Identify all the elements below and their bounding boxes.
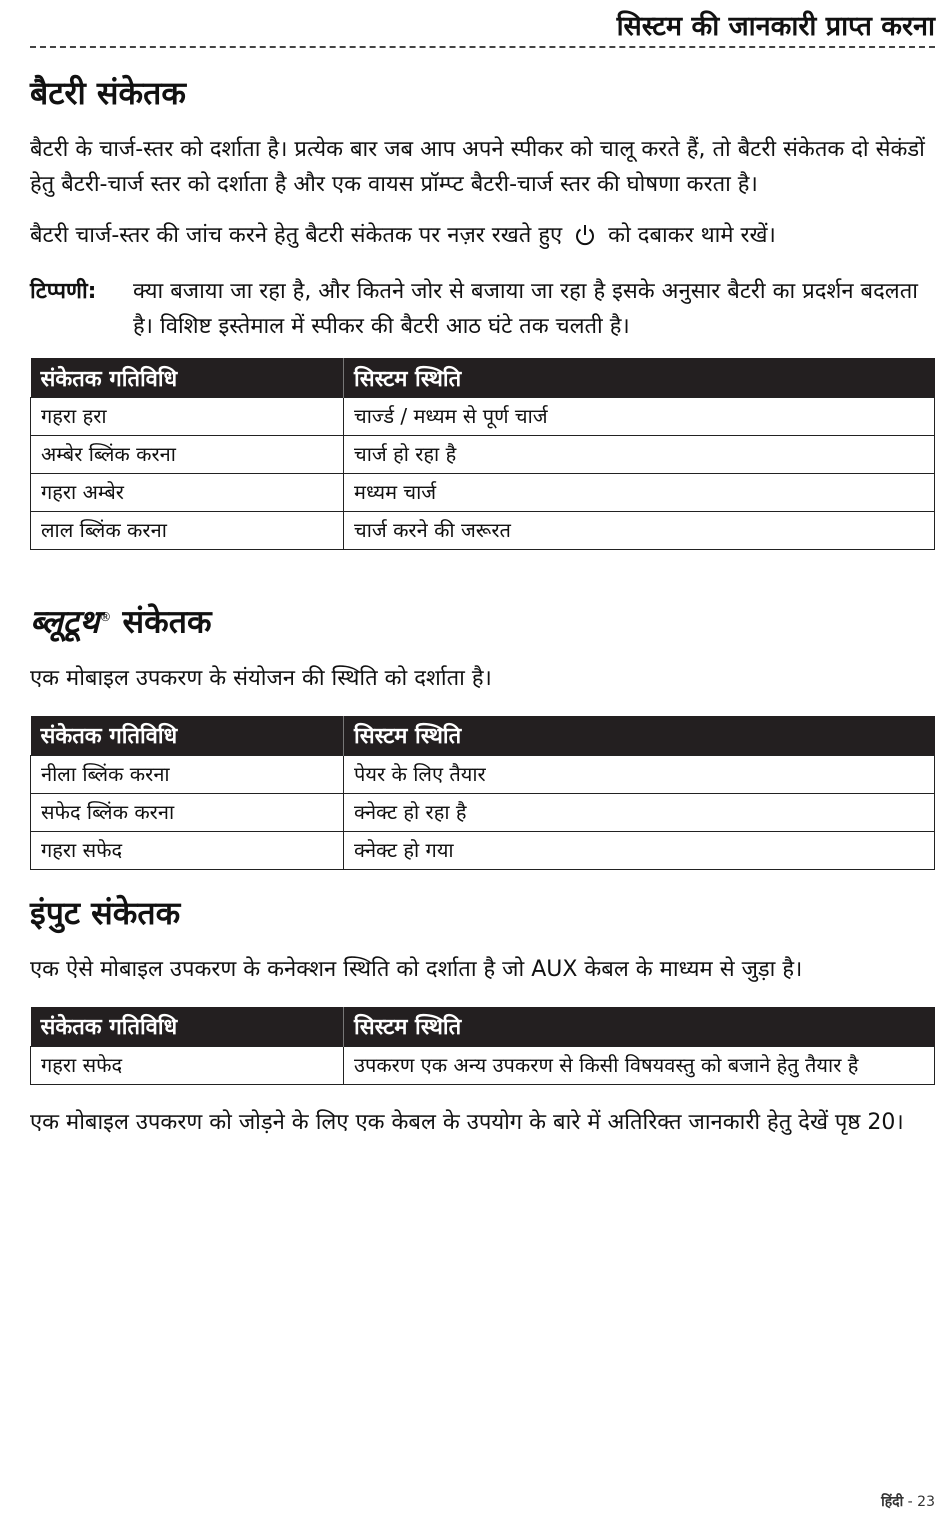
page-content [30, 70, 935, 1156]
bluetooth-heading-rest: संकेतक [122, 602, 212, 641]
table-header-row [31, 1007, 935, 1047]
input-indicator-table [30, 1007, 935, 1085]
footer-language: हिंदी [881, 1494, 904, 1510]
battery-indicator-table [30, 358, 935, 550]
page-footer [881, 1492, 935, 1511]
bluetooth-description: एक मोबाइल उपकरण के संयोजन की स्थिति को दर्शाता है। [30, 665, 492, 691]
activity-cell: नीला ब्लिंक करना [31, 755, 344, 793]
footer-separator: - [903, 1494, 918, 1510]
page-header [30, 8, 935, 48]
activity-cell: गहरा अम्बेर [31, 474, 344, 512]
bluetooth-section [30, 594, 935, 870]
column-header-status: सिस्टम स्थिति [344, 1007, 935, 1047]
status-cell: क्नेक्ट हो गया [344, 831, 935, 869]
battery-check-text-after: को दबाकर थामे रखें। [608, 223, 776, 248]
activity-cell: गहरा हरा [31, 398, 344, 436]
input-section [30, 890, 935, 1140]
table-row [31, 474, 935, 512]
table-row [31, 793, 935, 831]
status-cell: चार्ज हो रहा है [344, 436, 935, 474]
table-row [31, 398, 935, 436]
table-row [31, 831, 935, 869]
bluetooth-indicator-table [30, 716, 935, 870]
battery-check-text-before: बैटरी चार्ज-स्तर की जांच करने हेतु बैटरी संकेतक पर नज़र रखते हुए [30, 223, 563, 248]
activity-cell: गहरा सफेद [31, 1046, 344, 1084]
battery-description: बैटरी के चार्ज-स्तर को दर्शाता है। प्रत्येक बार जब आप अपने स्पीकर को चालू करते हैं, तो बैटरी संकेतक दो सेकंडों हेतु बैटरी-चार्ज स्तर को दर्शाता है और एक वायस प्रॉम्प्ट बैटरी-चार्ज स्तर की घोषणा करता है। [30, 137, 925, 197]
note-text: क्या बजाया जा रहा है, और कितने जोर से बजाया जा रहा है इसके अनुसार बैटरी का प्रदर्शन बदलता है। विशिष्ट इस्तेमाल में स्पीकर की बैटरी आठ घंटे तक चलती है। [133, 279, 918, 339]
bluetooth-heading [30, 594, 935, 645]
status-cell: उपकरण एक अन्य उपकरण से किसी विषयवस्तु को बजाने हेतु तैयार है [344, 1046, 935, 1084]
activity-cell: गहरा सफेद [31, 831, 344, 869]
table-row [31, 1046, 935, 1084]
table-row [31, 755, 935, 793]
note-label: टिप्पणी: [30, 279, 97, 304]
header-title: सिस्टम की जानकारी प्राप्त करना [616, 11, 935, 42]
battery-section [30, 70, 935, 550]
column-header-activity: संकेतक गतिविधि [31, 1007, 344, 1047]
column-header-status: सिस्टम स्थिति [344, 716, 935, 756]
battery-check-instruction [30, 218, 935, 258]
registered-mark: ® [99, 610, 112, 624]
page-number: 23 [917, 1494, 935, 1510]
status-cell: पेयर के लिए तैयार [344, 755, 935, 793]
battery-heading: बैटरी संकेतक [30, 74, 186, 112]
activity-cell: सफेद ब्लिंक करना [31, 793, 344, 831]
table-header-row [31, 358, 935, 398]
status-cell: चार्ज करने की जरूरत [344, 512, 935, 550]
table-row [31, 436, 935, 474]
input-heading: इंपुट संकेतक [30, 893, 181, 932]
bluetooth-brand: ब्लूटूथ [30, 602, 100, 641]
activity-cell: अम्बेर ब्लिंक करना [31, 436, 344, 474]
activity-cell: लाल ब्लिंक करना [31, 512, 344, 550]
cable-reference: एक मोबाइल उपकरण को जोड़ने के लिए एक केबल के उपयोग के बारे में अतिरिक्त जानकारी हेतु देखें पृष्ठ 20। [30, 1109, 904, 1135]
power-icon [573, 223, 597, 258]
column-header-activity: संकेतक गतिविधि [31, 716, 344, 756]
input-description: एक ऐसे मोबाइल उपकरण के कनेक्शन स्थिति को दर्शाता है जो AUX केबल के माध्यम से जुड़ा है। [30, 956, 803, 982]
battery-note [30, 274, 935, 344]
status-cell: क्नेक्ट हो रहा है [344, 793, 935, 831]
column-header-status: सिस्टम स्थिति [344, 358, 935, 398]
table-row [31, 512, 935, 550]
column-header-activity: संकेतक गतिविधि [31, 358, 344, 398]
status-cell: चार्ज्ड / मध्यम से पूर्ण चार्ज [344, 398, 935, 436]
status-cell: मध्यम चार्ज [344, 474, 935, 512]
table-header-row [31, 716, 935, 756]
